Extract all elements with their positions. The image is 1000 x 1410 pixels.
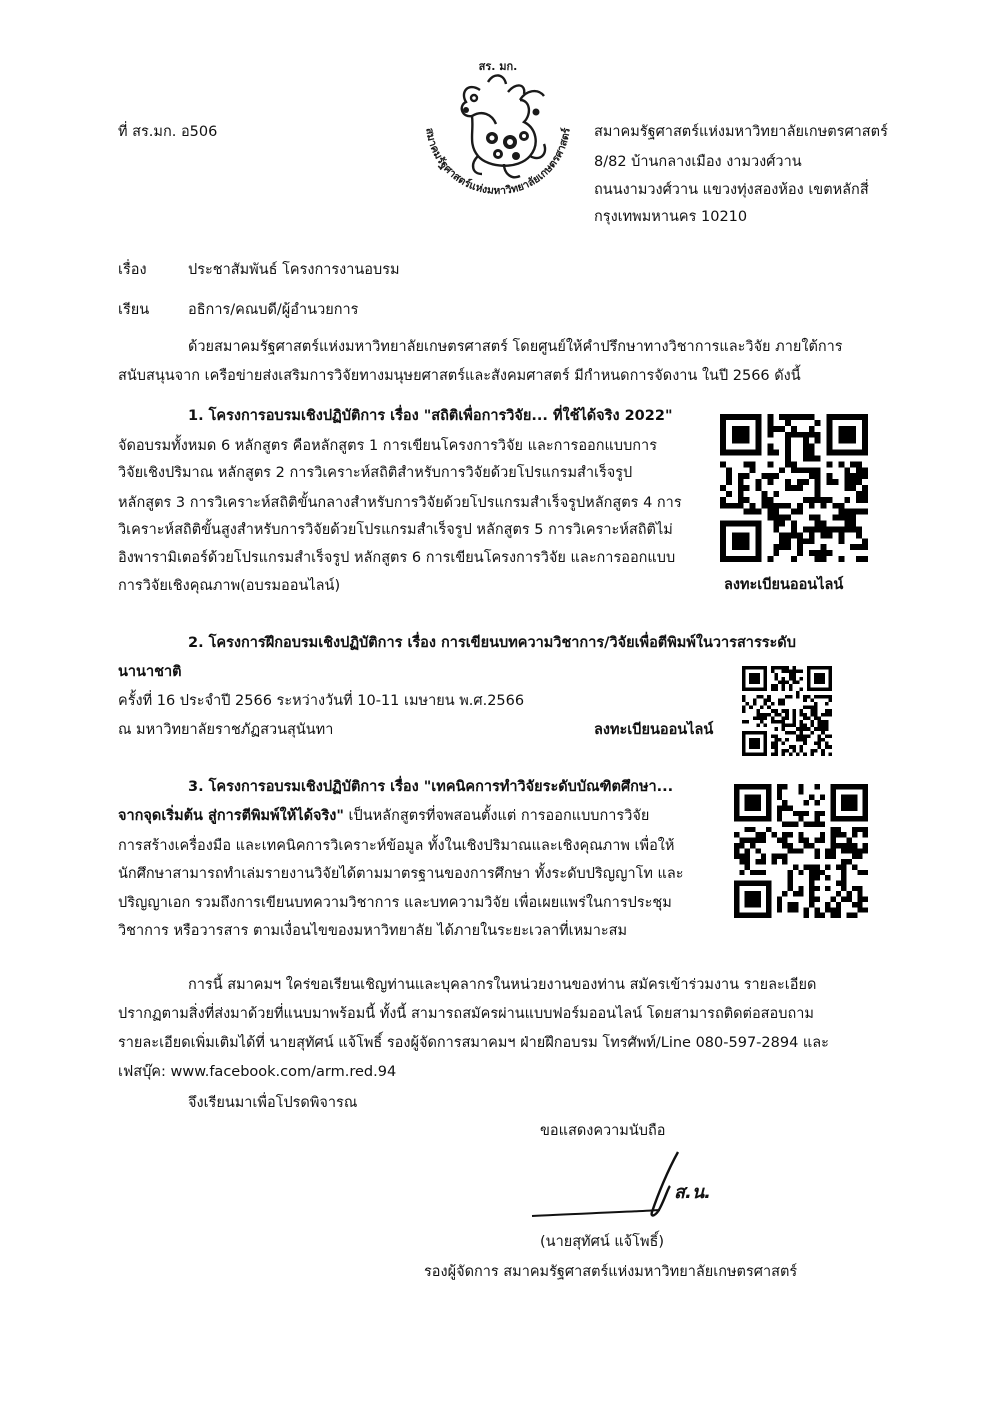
recipient-text: อธิการ/คณบดี/ผู้อำนวยการ: [188, 302, 359, 318]
address-line-4: กรุงเทพมหานคร 10210: [594, 209, 748, 225]
qr-code-icon: [720, 414, 868, 562]
item2-title-line-1: 2. โครงการฝึกอบรมเชิงปฏิบัติการ เรื่อง การเขียนบทความวิชาการ/วิจัยเพื่อตีพิมพ์ในวารสารระดับ: [188, 635, 796, 651]
address-line-1: สมาคมรัฐศาสตร์แห่งมหาวิทยาลัยเกษตรศาสตร์: [594, 124, 888, 140]
item2-qr-code[interactable]: [742, 666, 832, 756]
association-seal: [408, 52, 588, 224]
item1-line-3: หลักสูตร 3 การวิเคราะห์สถิติขั้นกลางสำหรับการวิจัยด้วยโปรแกรมสำเร็จรูปหลักสูตร 4 การ: [118, 495, 682, 511]
item1-title: 1. โครงการอบรมเชิงปฏิบัติการ เรื่อง "สถิติเพื่อการวิจัย... ที่ใช้ได้จริง 2022": [188, 408, 673, 424]
item3-line-3: นักศึกษาสามารถทำเล่มรายงานวิจัยได้ตามมาตรฐานของการศึกษา ทั้งระดับปริญญาโท และ: [118, 866, 684, 882]
closing-line-1: การนี้ สมาคมฯ ใคร่ขอเรียนเชิญท่านและบุคลากรในหน่วยงานของท่าน สมัครเข้าร่วมงาน รายละเอียด: [188, 977, 817, 993]
item3-line-2: การสร้างเครื่องมือ และเทคนิคการวิเคราะห์ข้อมูล ทั้งในเชิงปริมาณและเชิงคุณภาพ เพื่อให้: [118, 838, 675, 854]
item1-line-6: การวิจัยเชิงคุณภาพ(อบรมออนไลน์): [118, 578, 341, 594]
item3-title-line-1: 3. โครงการอบรมเชิงปฏิบัติการ เรื่อง "เทคนิคการทำวิจัยระดับบัณฑิตศึกษา...: [188, 779, 674, 795]
signature-icon: [528, 1146, 728, 1226]
item1-line-4: วิเคราะห์สถิติขั้นสูงสำหรับการวิจัยด้วยโปรแกรมสำเร็จรูป หลักสูตร 5 การวิเคราะห์สถิติไม่: [118, 522, 673, 538]
item2-line-1: ครั้งที่ 16 ประจำปี 2566 ระหว่างวันที่ 10-11 เมษายน พ.ศ.2566: [118, 693, 525, 709]
item1-qr-code[interactable]: [720, 414, 868, 562]
closing-line-2: ปรากฏตามสิ่งที่ส่งมาด้วยที่แนบมาพร้อมนี้ ทั้งนี้ สามารถสมัครผ่านแบบฟอร์มออนไลน์ โดยสามารถติดต่อสอบถาม: [118, 1006, 814, 1022]
item3-line-5: วิชาการ หรือวารสาร ตามเงื่อนไขของมหาวิทยาลัย ได้ภายในระยะเวลาที่เหมาะสม: [118, 923, 628, 939]
seal-ring-text: [423, 127, 573, 197]
item3-title-line-2: จากจุดเริ่มต้น สู่การตีพิมพ์ให้ได้จริง": [118, 808, 344, 824]
closing-line-4: เฟสบุ๊ค: www.facebook.com/arm.red.94: [118, 1064, 397, 1080]
reference-number: ที่ สร.มก. อ506: [118, 124, 218, 140]
item3-qr-code[interactable]: [734, 784, 868, 918]
item2-register-link[interactable]: ลงทะเบียนออนไลน์: [594, 722, 714, 738]
handwritten-signature: [528, 1146, 728, 1226]
address-line-2: 8/82 บ้านกลางเมือง งามวงศ์วาน: [594, 154, 802, 170]
subject-text: ประชาสัมพันธ์ โครงการงานอบรม: [188, 262, 400, 278]
signatory-name: (นายสุทัศน์ แจ้โพธิ์): [540, 1234, 665, 1250]
item2-title-line-2: นานาชาติ: [118, 664, 182, 680]
signatory-position: รองผู้จัดการ สมาคมรัฐศาสตร์แห่งมหาวิทยาลัยเกษตรศาสตร์: [424, 1264, 798, 1280]
item1-register-link[interactable]: ลงทะเบียนออนไลน์: [724, 577, 844, 593]
signature-regards: ขอแสดงความนับถือ: [540, 1123, 666, 1139]
intro-line-2: สนับสนุนจาก เครือข่ายส่งเสริมการวิจัยทางมนุษยศาสตร์และสังคมศาสตร์ มีกำหนดการจัดงาน ในปี 2566 ดังนี้: [118, 368, 801, 384]
qr-code-icon: [742, 666, 832, 756]
item1-line-5: อิงพารามิเตอร์ด้วยโปรแกรมสำเร็จรูป หลักสูตร 6 การเขียนโครงการวิจัย และการออกแบบ: [118, 550, 676, 566]
closing-line-3: รายละเอียดเพิ่มเติมได้ที่ นายสุทัศน์ แจ้โพธิ์ รองผู้จัดการสมาคมฯ ฝ่ายฝึกอบรม โทรศัพท์/Line 080-597-2894 และ: [118, 1035, 829, 1051]
signature-mark-text: ส.น.: [674, 1182, 711, 1203]
seal-ring-path-text: สมาคมรัฐศาสตร์แห่งมหาวิทยาลัยเกษตรศาสตร์: [423, 127, 573, 198]
item2-line-2: ณ มหาวิทยาลัยราชภัฏสวนสุนันทา: [118, 722, 334, 738]
address-line-3: ถนนงามวงศ์วาน แขวงทุ่งสองห้อง เขตหลักสี่: [594, 182, 869, 198]
closing-consider: จึงเรียนมาเพื่อโปรดพิจารณ: [188, 1095, 358, 1111]
item3-line-1: [118, 806, 649, 826]
item1-line-2: วิจัยเชิงปริมาณ หลักสูตร 2 การวิเคราะห์สถิติสำหรับการวิจัยด้วยโปรแกรมสำเร็จรูป: [118, 465, 633, 481]
item3-line-4: ปริญญาเอก รวมถึงการเขียนบทความวิชาการ และบทความวิจัย เพื่อเผยแพร่ในการประชุม: [118, 895, 672, 911]
intro-line-1: ด้วยสมาคมรัฐศาสตร์แห่งมหาวิทยาลัยเกษตรศาสตร์ โดยศูนย์ให้คำปรึกษาทางวิชาการและวิจัย ภายใต้การ: [188, 339, 843, 355]
recipient-label: เรียน: [118, 302, 150, 318]
subject-label: เรื่อง: [118, 262, 147, 278]
qr-code-icon: [734, 784, 868, 918]
seal-emblem-icon: [408, 52, 588, 224]
seal-abbrev: สร. มก.: [478, 60, 518, 73]
item3-line-1-rest: เป็นหลักสูตรที่จพสอนตั้งแต่ การออกแบบการวิจัย: [343, 808, 650, 824]
item1-line-1: จัดอบรมทั้งหมด 6 หลักสูตร คือหลักสูตร 1 การเขียนโครงการวิจัย และการออกแบบการ: [118, 438, 657, 454]
